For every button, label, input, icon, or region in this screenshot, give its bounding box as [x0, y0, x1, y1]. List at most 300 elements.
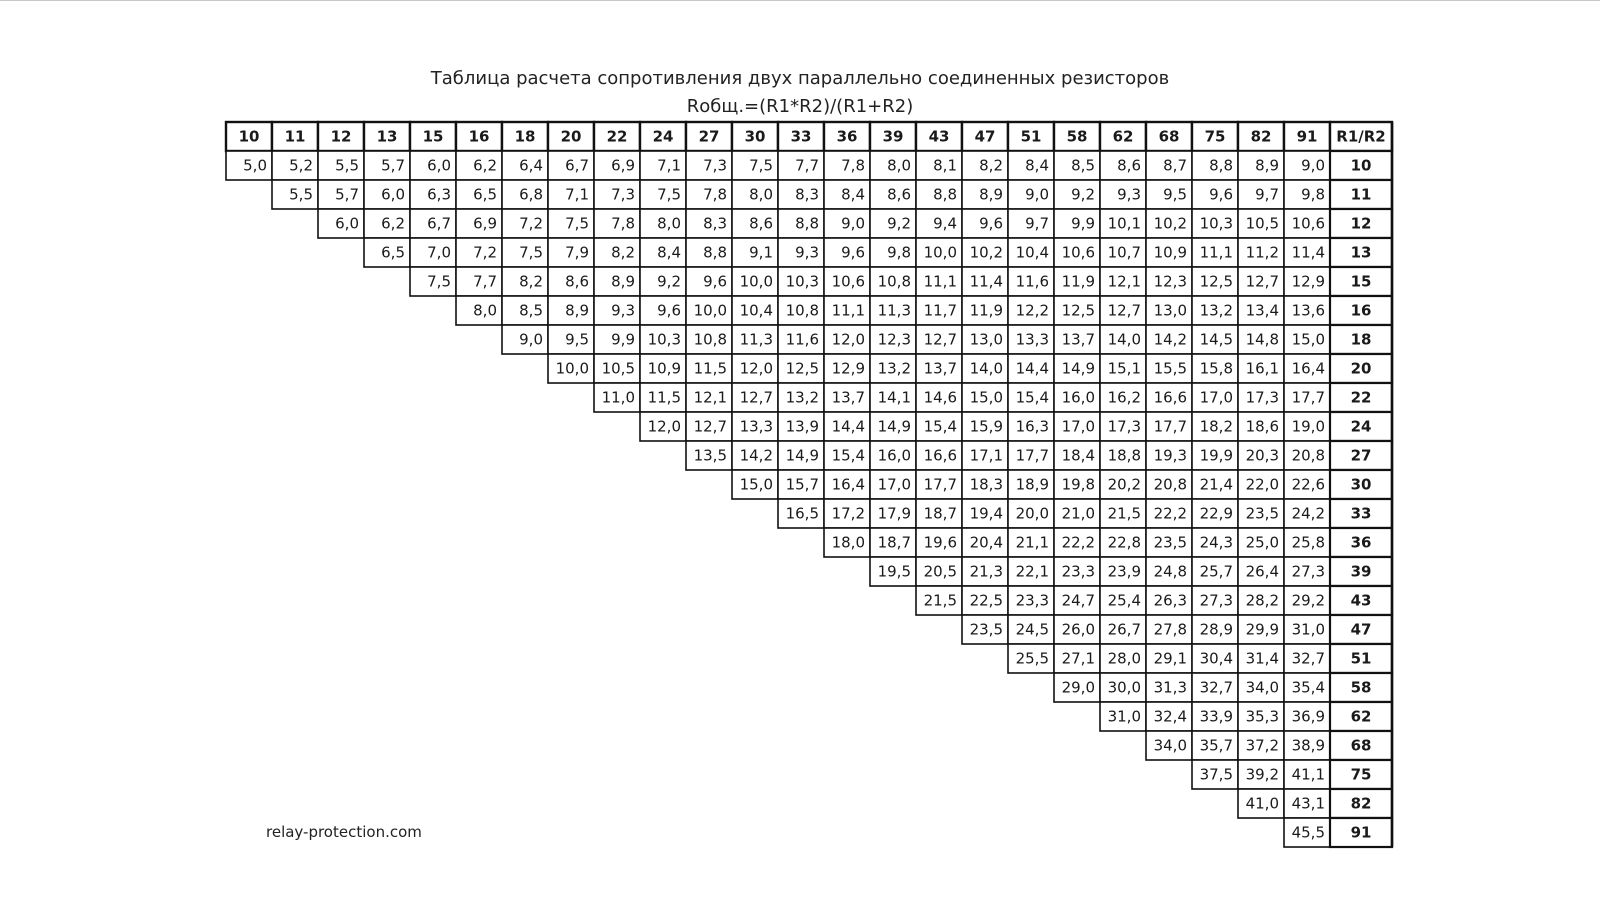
table-cell: 15,9 — [969, 417, 1003, 436]
table-cell: 12,7 — [739, 388, 773, 407]
table-cell: 8,0 — [473, 301, 497, 320]
table-cell: 11,6 — [785, 330, 819, 349]
table-cell: 24,2 — [1291, 504, 1325, 523]
table-cell: 9,6 — [841, 243, 865, 262]
table-cell: 16,6 — [1153, 388, 1187, 407]
table-cell: 10,2 — [969, 243, 1003, 262]
table-cell: 12,9 — [1291, 272, 1325, 291]
table-cell: 43,1 — [1291, 794, 1325, 813]
table-cell: 16,2 — [1107, 388, 1141, 407]
table-cell: 12,7 — [693, 417, 727, 436]
column-header: 82 — [1250, 127, 1272, 146]
table-cell: 34,0 — [1245, 678, 1279, 697]
table-cell: 11,1 — [1199, 243, 1233, 262]
table-cell: 14,8 — [1245, 330, 1279, 349]
row-label: 16 — [1350, 301, 1372, 320]
table-cell: 8,0 — [887, 156, 911, 175]
table-cell: 17,7 — [1291, 388, 1325, 407]
table-cell: 21,0 — [1061, 504, 1095, 523]
table-cell: 7,0 — [427, 243, 451, 262]
row-label: 20 — [1350, 359, 1372, 378]
table-cell: 9,5 — [565, 330, 589, 349]
row-label: 15 — [1350, 272, 1372, 291]
table-cell: 6,2 — [473, 156, 497, 175]
table-cell: 6,4 — [519, 156, 543, 175]
table-cell: 28,9 — [1199, 620, 1233, 639]
column-header: 43 — [928, 127, 950, 146]
row-label: 27 — [1350, 446, 1372, 465]
table-cell: 16,4 — [831, 475, 865, 494]
table-cell: 8,8 — [795, 214, 819, 233]
table-cell: 6,2 — [381, 214, 405, 233]
table-cell: 8,2 — [979, 156, 1003, 175]
table-cell: 13,7 — [923, 359, 957, 378]
table-cell: 17,3 — [1245, 388, 1279, 407]
table-cell: 6,3 — [427, 185, 451, 204]
table-cell: 26,3 — [1153, 591, 1187, 610]
table-cell: 20,0 — [1015, 504, 1049, 523]
table-cell: 19,6 — [923, 533, 957, 552]
table-cell: 31,4 — [1245, 649, 1279, 668]
table-cell: 12,2 — [1015, 301, 1049, 320]
column-header: 91 — [1296, 127, 1318, 146]
table-cell: 29,0 — [1061, 678, 1095, 697]
table-cell: 17,0 — [1061, 417, 1095, 436]
table-cell: 14,9 — [785, 446, 819, 465]
column-header: 13 — [376, 127, 398, 146]
table-cell: 11,6 — [1015, 272, 1049, 291]
table-cell: 8,3 — [795, 185, 819, 204]
table-cell: 19,0 — [1291, 417, 1325, 436]
row-label: 10 — [1350, 156, 1372, 175]
table-cell: 10,6 — [1061, 243, 1095, 262]
table-cell: 7,5 — [519, 243, 543, 262]
table-cell: 27,3 — [1199, 591, 1233, 610]
top-rule — [0, 0, 1600, 1]
table-cell: 10,0 — [693, 301, 727, 320]
resistance-table — [226, 122, 1396, 847]
table-cell: 9,6 — [703, 272, 727, 291]
table-cell: 22,8 — [1107, 533, 1141, 552]
table-cell: 8,8 — [933, 185, 957, 204]
table-cell: 11,4 — [1291, 243, 1325, 262]
table-cell: 7,7 — [473, 272, 497, 291]
table-cell: 18,2 — [1199, 417, 1233, 436]
table-cell: 19,3 — [1153, 446, 1187, 465]
table-cell: 9,7 — [1025, 214, 1049, 233]
table-cell: 13,4 — [1245, 301, 1279, 320]
table-cell: 12,1 — [693, 388, 727, 407]
table-cell: 14,4 — [831, 417, 865, 436]
table-cell: 7,5 — [749, 156, 773, 175]
row-label: 13 — [1350, 243, 1372, 262]
row-label: 68 — [1350, 736, 1372, 755]
table-cell: 25,7 — [1199, 562, 1233, 581]
table-cell: 7,5 — [565, 214, 589, 233]
table-cell: 8,2 — [519, 272, 543, 291]
formula: Rобщ.=(R1*R2)/(R1+R2) — [686, 96, 914, 117]
table-cell: 11,3 — [877, 301, 911, 320]
table-cell: 6,0 — [335, 214, 359, 233]
table-cell: 18,7 — [877, 533, 911, 552]
table-cell: 20,4 — [969, 533, 1003, 552]
table-cell: 11,4 — [969, 272, 1003, 291]
table-cell: 9,6 — [979, 214, 1003, 233]
table-cell: 14,0 — [969, 359, 1003, 378]
table-cell: 14,2 — [739, 446, 773, 465]
table-cell: 9,8 — [887, 243, 911, 262]
table-cell: 17,1 — [969, 446, 1003, 465]
table-cell: 30,0 — [1107, 678, 1141, 697]
table-cell: 10,6 — [831, 272, 865, 291]
table-cell: 24,7 — [1061, 591, 1095, 610]
table-cell: 45,5 — [1291, 823, 1325, 842]
table-cell: 11,1 — [923, 272, 957, 291]
table-cell: 25,8 — [1291, 533, 1325, 552]
table-cell: 24,3 — [1199, 533, 1233, 552]
table-cell: 7,3 — [703, 156, 727, 175]
table-cell: 37,2 — [1245, 736, 1279, 755]
table-cell: 13,5 — [693, 446, 727, 465]
table-cell: 7,2 — [473, 243, 497, 262]
table-cell: 7,3 — [611, 185, 635, 204]
table-cell: 37,5 — [1199, 765, 1233, 784]
table-cell: 9,3 — [795, 243, 819, 262]
table-cell: 12,5 — [1199, 272, 1233, 291]
table-cell: 17,7 — [1153, 417, 1187, 436]
table-cell: 16,0 — [1061, 388, 1095, 407]
table-cell: 8,2 — [611, 243, 635, 262]
table-cell: 6,7 — [427, 214, 451, 233]
column-header: 16 — [468, 127, 490, 146]
table-cell: 16,5 — [785, 504, 819, 523]
table-cell: 15,4 — [923, 417, 957, 436]
table-cell: 15,5 — [1153, 359, 1187, 378]
table-cell: 6,5 — [381, 243, 405, 262]
table-cell: 31,3 — [1153, 678, 1187, 697]
table-cell: 10,9 — [1153, 243, 1187, 262]
table-cell: 9,6 — [1209, 185, 1233, 204]
table-cell: 35,7 — [1199, 736, 1233, 755]
column-header: 18 — [514, 127, 536, 146]
table-cell: 12,9 — [831, 359, 865, 378]
table-cell: 26,7 — [1107, 620, 1141, 639]
table-cell: 13,2 — [877, 359, 911, 378]
table-cell: 8,9 — [979, 185, 1003, 204]
table-cell: 19,9 — [1199, 446, 1233, 465]
table-cell: 18,8 — [1107, 446, 1141, 465]
table-cell: 8,6 — [565, 272, 589, 291]
table-cell: 22,0 — [1245, 475, 1279, 494]
row-label: 30 — [1350, 475, 1372, 494]
table-cell: 35,4 — [1291, 678, 1325, 697]
table-cell: 17,0 — [877, 475, 911, 494]
table-cell: 39,2 — [1245, 765, 1279, 784]
table-cell: 10,0 — [923, 243, 957, 262]
table-cell: 15,4 — [1015, 388, 1049, 407]
table-cell: 10,8 — [693, 330, 727, 349]
table-cell: 10,5 — [1245, 214, 1279, 233]
table-cell: 9,4 — [933, 214, 957, 233]
table-cell: 10,6 — [1291, 214, 1325, 233]
table-cell: 32,7 — [1199, 678, 1233, 697]
table-cell: 7,8 — [611, 214, 635, 233]
table-cell: 17,7 — [1015, 446, 1049, 465]
corner-label: R1/R2 — [1336, 127, 1386, 146]
table-cell: 6,9 — [473, 214, 497, 233]
row-label: 58 — [1350, 678, 1372, 697]
table-cell: 8,0 — [749, 185, 773, 204]
table-cell: 15,8 — [1199, 359, 1233, 378]
table-cell: 8,4 — [1025, 156, 1049, 175]
table-cell: 27,1 — [1061, 649, 1095, 668]
table-cell: 9,2 — [657, 272, 681, 291]
table-cell: 10,1 — [1107, 214, 1141, 233]
table-cell: 9,5 — [1163, 185, 1187, 204]
table-cell: 8,1 — [933, 156, 957, 175]
table-cell: 20,2 — [1107, 475, 1141, 494]
table-cell: 12,5 — [1061, 301, 1095, 320]
table-cell: 23,3 — [1015, 591, 1049, 610]
table-cell: 7,7 — [795, 156, 819, 175]
table-cell: 10,8 — [785, 301, 819, 320]
table-cell: 14,9 — [1061, 359, 1095, 378]
table-cell: 18,3 — [969, 475, 1003, 494]
table-cell: 9,7 — [1255, 185, 1279, 204]
table-cell: 10,3 — [1199, 214, 1233, 233]
table-cell: 10,4 — [1015, 243, 1049, 262]
table-cell: 7,1 — [565, 185, 589, 204]
table-cell: 21,4 — [1199, 475, 1233, 494]
column-header: 22 — [606, 127, 628, 146]
column-header: 20 — [560, 127, 582, 146]
table-cell: 8,3 — [703, 214, 727, 233]
table-cell: 15,0 — [969, 388, 1003, 407]
table-cell: 6,0 — [427, 156, 451, 175]
table-cell: 12,7 — [923, 330, 957, 349]
table-cell: 12,7 — [1107, 301, 1141, 320]
table-cell: 16,1 — [1245, 359, 1279, 378]
table-cell: 8,7 — [1163, 156, 1187, 175]
table-cell: 7,8 — [841, 156, 865, 175]
table-cell: 7,1 — [657, 156, 681, 175]
table-cell: 8,6 — [749, 214, 773, 233]
table-cell: 18,6 — [1245, 417, 1279, 436]
column-header: 62 — [1112, 127, 1134, 146]
table-cell: 18,4 — [1061, 446, 1095, 465]
table-cell: 14,1 — [877, 388, 911, 407]
table-cell: 13,0 — [969, 330, 1003, 349]
table-cell: 12,0 — [739, 359, 773, 378]
table-cell: 12,0 — [647, 417, 681, 436]
table-cell: 9,8 — [1301, 185, 1325, 204]
table-cell: 5,0 — [243, 156, 267, 175]
table-cell: 11,2 — [1245, 243, 1279, 262]
table-cell: 22,9 — [1199, 504, 1233, 523]
table-cell: 41,1 — [1291, 765, 1325, 784]
table-cell: 26,0 — [1061, 620, 1095, 639]
table-cell: 21,5 — [1107, 504, 1141, 523]
table-cell: 13,3 — [1015, 330, 1049, 349]
table-cell: 8,9 — [611, 272, 635, 291]
table-cell: 12,1 — [1107, 272, 1141, 291]
table-cell: 23,9 — [1107, 562, 1141, 581]
table-cell: 15,7 — [785, 475, 819, 494]
table-cell: 17,7 — [923, 475, 957, 494]
table-cell: 11,9 — [1061, 272, 1095, 291]
row-label: 91 — [1350, 823, 1372, 842]
table-cell: 14,2 — [1153, 330, 1187, 349]
table-cell: 9,0 — [519, 330, 543, 349]
table-cell: 6,5 — [473, 185, 497, 204]
table-cell: 27,8 — [1153, 620, 1187, 639]
row-label: 39 — [1350, 562, 1372, 581]
column-header: 51 — [1020, 127, 1042, 146]
table-cell: 13,2 — [1199, 301, 1233, 320]
column-header: 24 — [652, 127, 674, 146]
table-cell: 12,7 — [1245, 272, 1279, 291]
table-cell: 9,3 — [1117, 185, 1141, 204]
table-cell: 11,0 — [601, 388, 635, 407]
row-label: 36 — [1350, 533, 1372, 552]
table-cell: 17,9 — [877, 504, 911, 523]
column-header: 33 — [790, 127, 812, 146]
table-cell: 23,5 — [1245, 504, 1279, 523]
table-cell: 16,6 — [923, 446, 957, 465]
table-cell: 17,2 — [831, 504, 865, 523]
table-cell: 24,5 — [1015, 620, 1049, 639]
table-cell: 11,7 — [923, 301, 957, 320]
table-cell: 13,7 — [831, 388, 865, 407]
row-label: 47 — [1350, 620, 1372, 639]
table-cell: 14,9 — [877, 417, 911, 436]
table-cell: 10,0 — [739, 272, 773, 291]
table-cell: 12,0 — [831, 330, 865, 349]
table-cell: 20,8 — [1291, 446, 1325, 465]
table-cell: 18,0 — [831, 533, 865, 552]
table-cell: 6,0 — [381, 185, 405, 204]
column-header: 47 — [974, 127, 996, 146]
table-cell: 32,4 — [1153, 707, 1187, 726]
table-cell: 8,8 — [703, 243, 727, 262]
table-cell: 34,0 — [1153, 736, 1187, 755]
table-cell: 23,3 — [1061, 562, 1095, 581]
table-cell: 33,9 — [1199, 707, 1233, 726]
table-cell: 9,0 — [1301, 156, 1325, 175]
table-cell: 19,8 — [1061, 475, 1095, 494]
row-label: 82 — [1350, 794, 1372, 813]
column-header: 15 — [422, 127, 444, 146]
table-cell: 8,9 — [565, 301, 589, 320]
table-cell: 28,0 — [1107, 649, 1141, 668]
table-cell: 22,1 — [1015, 562, 1049, 581]
table-cell: 31,0 — [1291, 620, 1325, 639]
table-cell: 15,4 — [831, 446, 865, 465]
table-cell: 23,5 — [969, 620, 1003, 639]
table-cell: 9,0 — [1025, 185, 1049, 204]
table-cell: 22,6 — [1291, 475, 1325, 494]
table-cell: 13,2 — [785, 388, 819, 407]
table-cell: 26,4 — [1245, 562, 1279, 581]
table-cell: 21,3 — [969, 562, 1003, 581]
table-cell: 23,5 — [1153, 533, 1187, 552]
table-cell: 22,2 — [1153, 504, 1187, 523]
table-cell: 12,5 — [785, 359, 819, 378]
table-cell: 6,8 — [519, 185, 543, 204]
table-cell: 20,8 — [1153, 475, 1187, 494]
table-cell: 31,0 — [1107, 707, 1141, 726]
table-cell: 18,9 — [1015, 475, 1049, 494]
table-cell: 20,3 — [1245, 446, 1279, 465]
table-cell: 8,9 — [1255, 156, 1279, 175]
table-cell: 14,0 — [1107, 330, 1141, 349]
table-cell: 28,2 — [1245, 591, 1279, 610]
table-cell: 38,9 — [1291, 736, 1325, 755]
table-cell: 19,5 — [877, 562, 911, 581]
column-header: 27 — [698, 127, 720, 146]
table-cell: 22,2 — [1061, 533, 1095, 552]
table-cell: 8,4 — [657, 243, 681, 262]
footer-source: relay-protection.com — [266, 823, 422, 841]
row-label: 24 — [1350, 417, 1372, 436]
table-cell: 27,3 — [1291, 562, 1325, 581]
table-cell: 10,9 — [647, 359, 681, 378]
table-cell: 6,9 — [611, 156, 635, 175]
table-cell: 10,3 — [785, 272, 819, 291]
table-cell: 11,9 — [969, 301, 1003, 320]
table-cell: 8,0 — [657, 214, 681, 233]
table-cell: 17,0 — [1199, 388, 1233, 407]
table-cell: 29,2 — [1291, 591, 1325, 610]
table-cell: 20,5 — [923, 562, 957, 581]
table-cell: 8,8 — [1209, 156, 1233, 175]
table-cell: 11,1 — [831, 301, 865, 320]
table-cell: 9,2 — [1071, 185, 1095, 204]
table-cell: 15,0 — [739, 475, 773, 494]
table-cell: 10,8 — [877, 272, 911, 291]
row-label: 18 — [1350, 330, 1372, 349]
table-cell: 21,1 — [1015, 533, 1049, 552]
table-cell: 35,3 — [1245, 707, 1279, 726]
table-cell: 10,2 — [1153, 214, 1187, 233]
table-cell: 9,9 — [1071, 214, 1095, 233]
row-label: 12 — [1350, 214, 1372, 233]
column-header: 75 — [1204, 127, 1226, 146]
table-cell: 16,4 — [1291, 359, 1325, 378]
table-cell: 25,5 — [1015, 649, 1049, 668]
table-cell: 5,5 — [289, 185, 313, 204]
table-cell: 16,3 — [1015, 417, 1049, 436]
table-cell: 9,6 — [657, 301, 681, 320]
table-cell: 13,3 — [739, 417, 773, 436]
table-cell: 11,5 — [647, 388, 681, 407]
table-cell: 19,4 — [969, 504, 1003, 523]
table-cell: 10,5 — [601, 359, 635, 378]
table-cell: 5,7 — [381, 156, 405, 175]
table-cell: 11,3 — [739, 330, 773, 349]
table-cell: 13,6 — [1291, 301, 1325, 320]
table-cell: 41,0 — [1245, 794, 1279, 813]
row-label: 43 — [1350, 591, 1372, 610]
table-cell: 10,7 — [1107, 243, 1141, 262]
table-cell: 14,6 — [923, 388, 957, 407]
column-header: 11 — [284, 127, 306, 146]
table-cell: 7,5 — [657, 185, 681, 204]
table-cell: 16,0 — [877, 446, 911, 465]
table-cell: 25,0 — [1245, 533, 1279, 552]
table-cell: 7,5 — [427, 272, 451, 291]
column-header: 39 — [882, 127, 904, 146]
